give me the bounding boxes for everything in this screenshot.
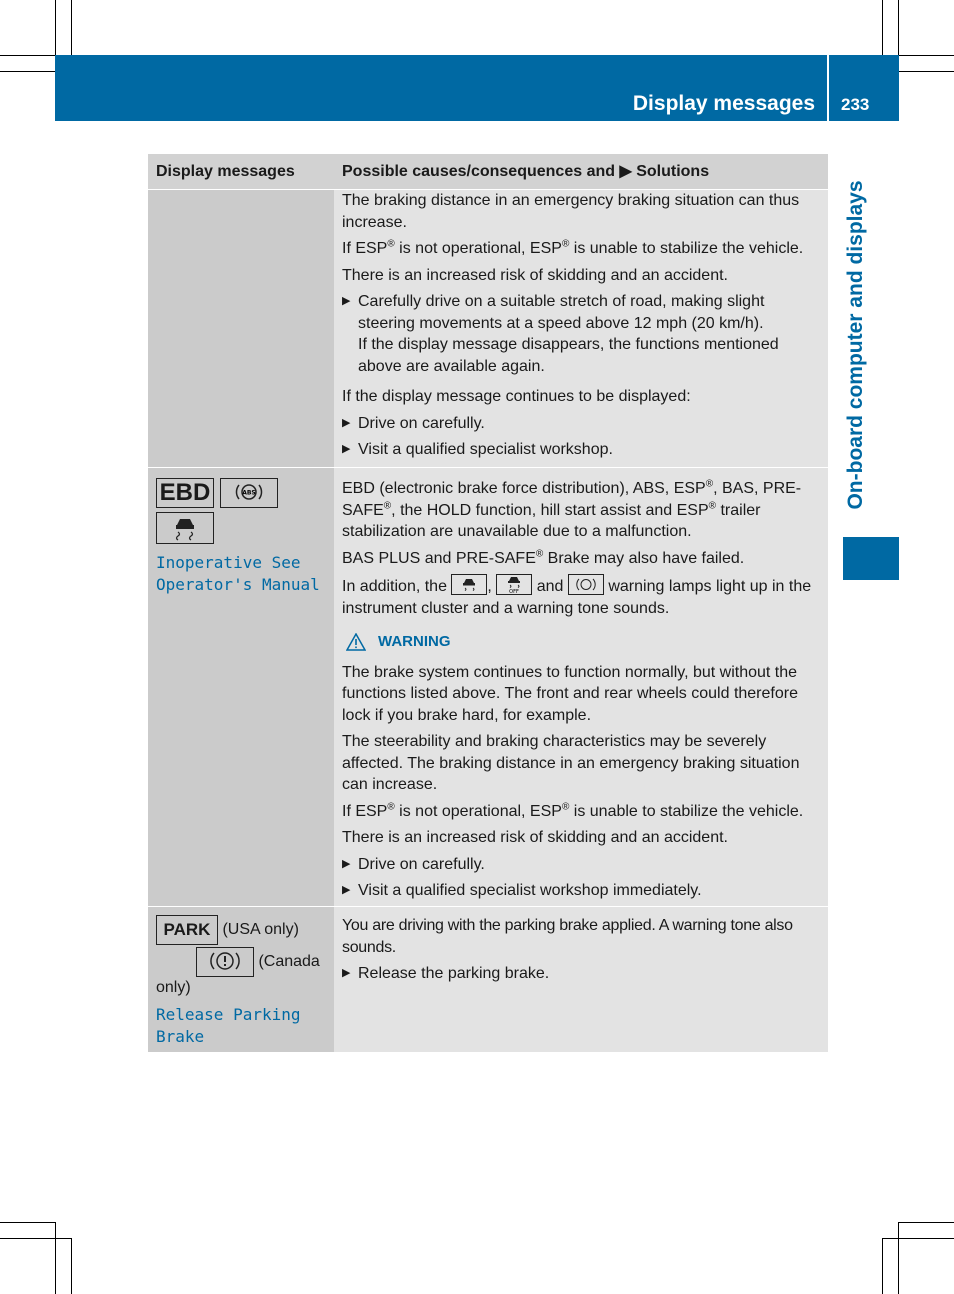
paragraph: If the display message continues to be displayed: <box>342 388 691 405</box>
svg-text:OFF: OFF <box>509 589 520 594</box>
page-number: 233 <box>841 95 870 114</box>
step-arrow-icon: ▶ <box>342 443 351 455</box>
table-header <box>148 154 828 189</box>
paragraph: The braking distance in an emergency braking situation can thus increase. <box>342 192 800 231</box>
list-item: ▶ Release the parking brake. <box>342 963 820 985</box>
display-message-text: Release Parking Brake <box>156 1005 301 1046</box>
table-row <box>148 906 828 1052</box>
esp-warning-icon <box>156 512 214 544</box>
message-cell <box>148 907 334 1052</box>
crop-mark <box>71 1238 72 1294</box>
esp-off-icon <box>496 574 532 595</box>
crop-mark <box>0 55 55 56</box>
ebd-warning-icon: EBD <box>156 478 214 508</box>
esp-warning-icon <box>451 574 487 595</box>
crop-mark <box>882 0 883 55</box>
step-arrow-icon: ▶ <box>342 857 351 870</box>
column-header-messages: Display messages <box>156 163 295 180</box>
list-item: ▶ Visit a qualified specialist workshop. <box>342 439 820 461</box>
crop-mark <box>899 71 954 72</box>
warning-triangle-icon <box>346 633 366 651</box>
paragraph: In addition, the , OFF and warning lamps light up in the instrument cluster and a warning tone sounds. <box>342 574 820 619</box>
column-header-solutions: Possible causes/consequences and ▶ Solutions <box>342 163 710 180</box>
paragraph: The steerability and braking characteristics may be severely affected. The braking distance in an emergency braking situation can increase. <box>342 733 800 793</box>
message-cell <box>148 190 334 467</box>
crop-mark <box>898 0 899 55</box>
page-header <box>55 55 899 121</box>
crop-mark <box>71 0 72 55</box>
paragraph: The brake system continues to function normally, but without the functions listed above. The front and rear wheels could therefore lock if you brake hard, for example. <box>342 663 798 724</box>
display-messages-table <box>148 154 828 1052</box>
message-cell <box>148 468 334 906</box>
section-tab-marker <box>843 537 899 580</box>
crop-mark <box>899 1222 954 1223</box>
list-item: ▶ Drive on carefully. <box>342 854 820 876</box>
park-warning-icon: PARK <box>156 915 218 945</box>
step-arrow-icon: ▶ <box>342 416 351 429</box>
abs-warning-icon <box>220 478 278 508</box>
solution-cell <box>334 907 828 1052</box>
brake-warning-icon <box>196 947 254 977</box>
abs-warning-icon <box>568 574 604 595</box>
display-message-text: Inoperative See Operator's Manual <box>156 553 320 594</box>
crop-mark <box>882 1238 883 1294</box>
list-item: ▶ Carefully drive on a suitable stretch of road, making slight steering movements at a speed above 12 mph (20 km/h). If the display message disappears, the functions mentioned above are available again. <box>342 291 820 377</box>
paragraph: There is an increased risk of skidding and an accident. <box>342 829 728 846</box>
warning-heading: WARNING <box>342 631 820 653</box>
solution-cell <box>334 468 828 906</box>
crop-mark <box>898 1222 899 1294</box>
paragraph: There is an increased risk of skidding and an accident. <box>342 266 728 284</box>
crop-mark <box>0 1222 55 1223</box>
step-arrow-icon: ▶ <box>342 295 351 307</box>
paragraph: If ESP® is not operational, ESP® is unable to stabilize the vehicle. <box>342 238 804 257</box>
crop-mark <box>0 1238 71 1239</box>
paragraph: If ESP® is not operational, ESP® is unable to stabilize the vehicle. <box>342 801 804 820</box>
crop-mark <box>55 1222 56 1294</box>
paragraph: You are driving with the parking brake applied. A warning tone also sounds. <box>342 917 793 956</box>
usa-note: (USA only) <box>222 921 299 939</box>
crop-mark <box>55 0 56 55</box>
table-row <box>148 189 828 467</box>
table-row <box>148 467 828 906</box>
header-divider <box>827 55 829 121</box>
list-item: ▶ Drive on carefully. <box>342 413 820 435</box>
section-tab-label: On-board computer and displays <box>844 180 867 510</box>
list-item: ▶ Visit a qualified specialist workshop immediately. <box>342 880 820 902</box>
paragraph: BAS PLUS and PRE-SAFE® Brake may also have failed. <box>342 548 745 567</box>
canada-note: (Canada only) <box>156 953 320 996</box>
step-arrow-icon: ▶ <box>342 967 351 979</box>
crop-mark <box>0 71 55 72</box>
crop-mark <box>882 1238 954 1239</box>
paragraph: EBD (electronic brake force distribution), ABS, ESP®, BAS, PRE-SAFE®, the HOLD function, hill start assist and ESP® trailer stabilization are unavailable due to a malfunction. <box>342 478 802 540</box>
step-arrow-icon: ▶ <box>342 884 351 896</box>
solution-cell <box>334 190 828 467</box>
page-title: Display messages <box>632 92 815 115</box>
svg-text:ABS: ABS <box>242 489 256 497</box>
crop-mark <box>899 55 954 56</box>
